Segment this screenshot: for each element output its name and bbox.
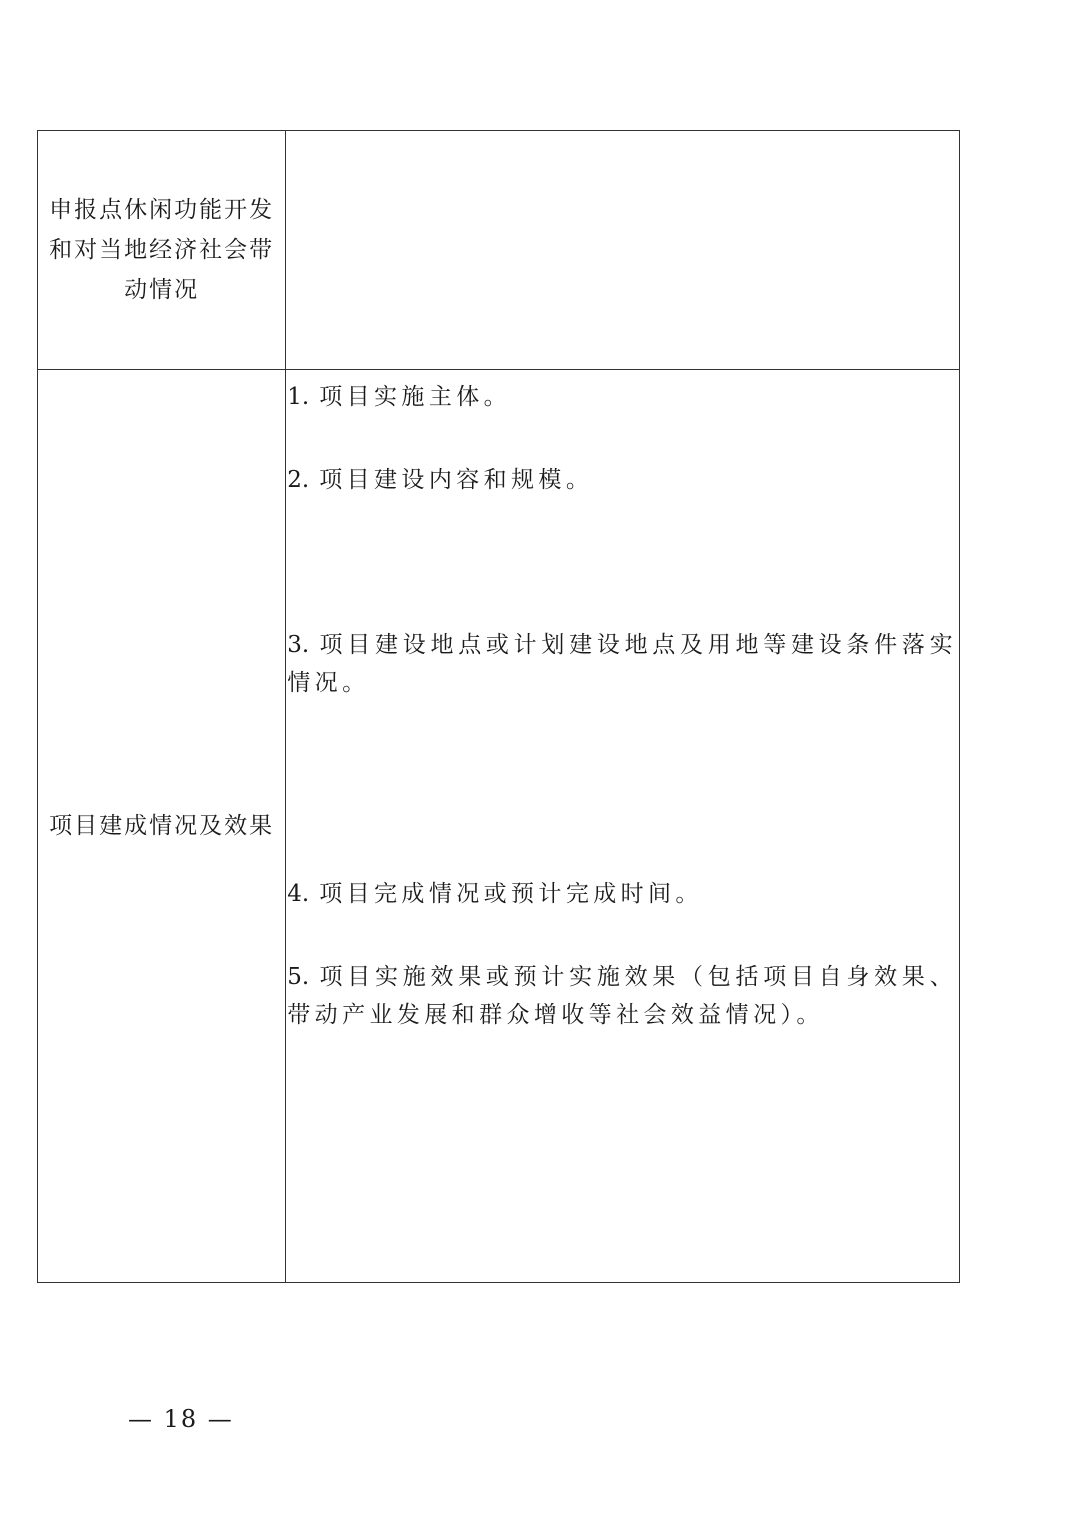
item-text: 项目建设内容和规模。	[319, 467, 594, 493]
label-cell-project-results	[38, 370, 286, 1283]
content-cell-project-results[interactable]	[286, 370, 960, 1283]
list-item-implementation-effect	[287, 958, 957, 1034]
item-number: 2.	[287, 467, 310, 493]
list-item-implementing-entity	[287, 378, 957, 416]
label-cell-leisure-function	[38, 131, 286, 370]
application-form-table	[37, 130, 960, 1283]
table-row-project-results	[38, 370, 960, 1283]
item-number: 5.	[287, 964, 310, 990]
table-row-leisure-function	[38, 131, 960, 370]
list-item-completion-status	[287, 875, 957, 913]
label-leisure-function: 申报点休闲功能开发和对当地经济社会带动情况	[49, 197, 275, 303]
item-number: 4.	[287, 881, 310, 907]
page-number: — 18 —	[128, 1405, 234, 1433]
list-item-construction-site	[287, 626, 957, 702]
item-text: 项目实施主体。	[319, 384, 512, 410]
item-text: 项目建设地点或计划建设地点及用地等建设条件落实情况。	[287, 632, 957, 696]
item-number: 3.	[287, 632, 310, 658]
item-text: 项目实施效果或预计实施效果（包括项目自身效果、带动产业发展和群众增收等社会效益情况）。	[287, 964, 957, 1028]
list-item-construction-content	[287, 461, 957, 499]
label-project-results: 项目建成情况及效果	[49, 813, 275, 839]
content-cell-leisure-function[interactable]	[286, 131, 960, 370]
item-text: 项目完成情况或预计完成时间。	[319, 881, 703, 907]
item-number: 1.	[287, 384, 310, 410]
